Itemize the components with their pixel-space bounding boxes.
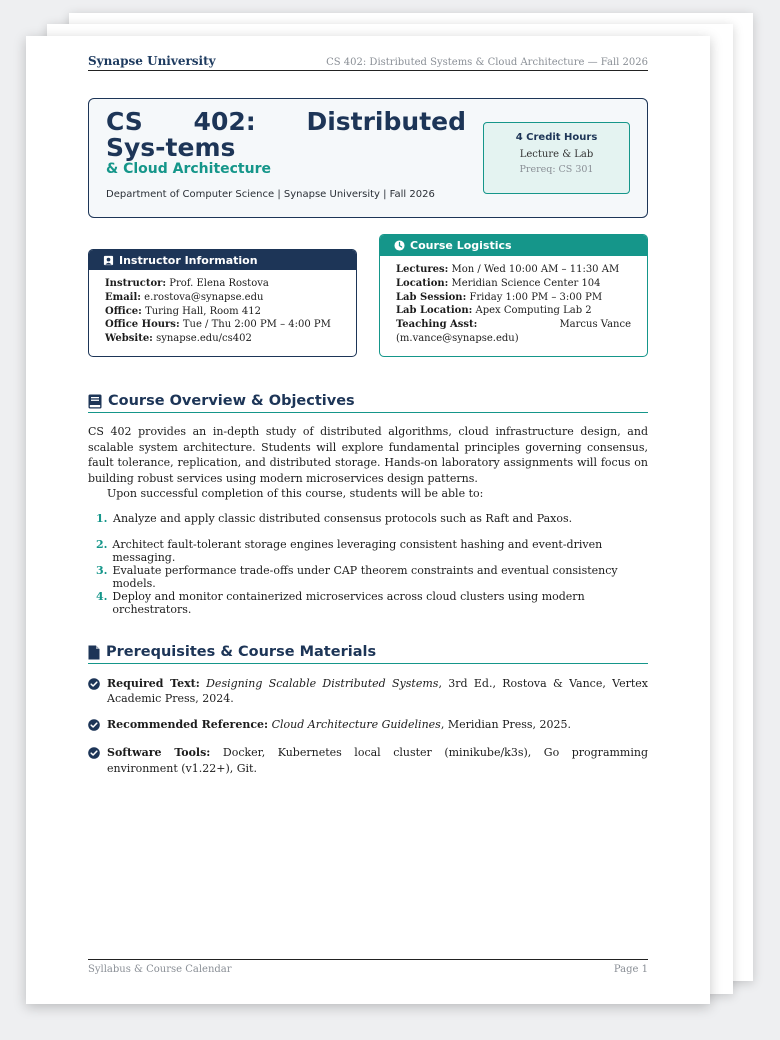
list-item: 3. Evaluate performance trade-offs under CAP theorem constraints and eventual consistency models. [96,564,618,590]
website-link[interactable]: synapse.edu/cs402 [156,333,252,345]
course-title: CS 402: Distributed Sys-tems [106,107,466,162]
book-icon [88,394,102,409]
list-item: Required Text: Designing Scalable Distributed Systems, 3rd Ed., Rostova & Vance, Vertex Academic Press, 2024. [88,676,648,707]
materials-heading: Prerequisites & Course Materials [106,644,377,660]
list-item: 2. Architect fault-tolerant storage engines leveraging consistent hashing and event-driven messaging. [96,538,603,564]
header-university: Synapse University [88,54,216,68]
instructor-row: Instructor: Prof. Elena Rostova [105,278,269,289]
running-header [88,52,648,71]
logistics-heading: Course Logistics [410,239,512,252]
lab-location-row: Lab Location: Apex Computing Lab 2 [396,305,592,317]
header-course-line: CS 402: Distributed Systems & Cloud Architecture — Fall 2026 [326,57,648,68]
lab-session-row: Lab Session: Friday 1:00 PM – 3:00 PM [396,291,603,303]
course-subtitle: & Cloud Architecture [106,161,271,177]
list-item: 4. Deploy and monitor containerized microservices across cloud clusters using modern orchestrators. [96,590,585,616]
course-format: Lecture & Lab [519,149,594,160]
list-item: Recommended Reference: Cloud Architecture Guidelines, Meridian Press, 2025. [88,717,648,735]
instructor-card [88,249,357,357]
location-row: Location: Meridian Science Center 104 [396,277,601,289]
ta-name: Marcus Vance [559,319,631,331]
office-hours-row: Office Hours: Tue / Thu 2:00 PM – 4:00 PM [105,319,331,331]
office-row: Office: Turing Hall, Room 412 [105,305,261,317]
instructor-card-header [89,250,356,270]
email-row: Email: e.rostova@synapse.edu [105,291,264,303]
instructor-icon [103,255,114,266]
ta-label: Teaching Asst: [396,319,478,331]
check-circle-icon [88,678,100,690]
page-number: Page 1 [613,964,648,975]
list-item: Software Tools: Docker, Kubernetes local cluster (minikube/k3s), Go programming environment (v1.22+), Git. [88,745,648,776]
overview-paragraph: CS 402 provides an in-depth study of distributed algorithms, cloud infrastructure design, and scalable system architecture. Students will explore fundamental principles governing consensus, fault tolerance, replication, and distributed storage. Hands-on laboratory assignments will focus on building robust services using modern microservices design patterns. [88,425,648,485]
document-icon [88,645,100,660]
footer-left: Syllabus & Course Calendar [88,964,232,975]
document-page [26,36,710,1004]
credit-hours: 4 Credit Hours [515,132,598,143]
logistics-card [379,234,648,357]
objectives-list [88,512,648,616]
overview-section-title [88,390,648,413]
materials-list [88,676,648,786]
page-footer [88,959,648,975]
instructor-heading: Instructor Information [119,253,258,267]
objectives-intro: Upon successful completion of this course, students will be able to: [107,487,484,500]
logistics-card-header [380,235,647,256]
department-line: Department of Computer Science | Synapse University | Fall 2026 [106,189,435,200]
ta-row [396,318,631,332]
ta-email[interactable]: (m.vance@synapse.edu) [396,332,519,344]
materials-section-title [88,641,648,664]
overview-heading: Course Overview & Objectives [108,393,355,409]
email-link[interactable]: e.rostova@synapse.edu [144,291,264,303]
credit-box [483,122,630,194]
lectures-row: Lectures: Mon / Wed 10:00 AM – 11:30 AM [396,264,620,275]
title-block [88,98,648,218]
check-circle-icon [88,747,100,759]
clock-icon [394,240,405,251]
website-row: Website: synapse.edu/cs402 [105,333,252,345]
check-circle-icon [88,719,100,731]
course-prereq: Prereq: CS 301 [519,164,594,175]
list-item: 1. Analyze and apply classic distributed consensus protocols such as Raft and Paxos. [96,512,573,525]
